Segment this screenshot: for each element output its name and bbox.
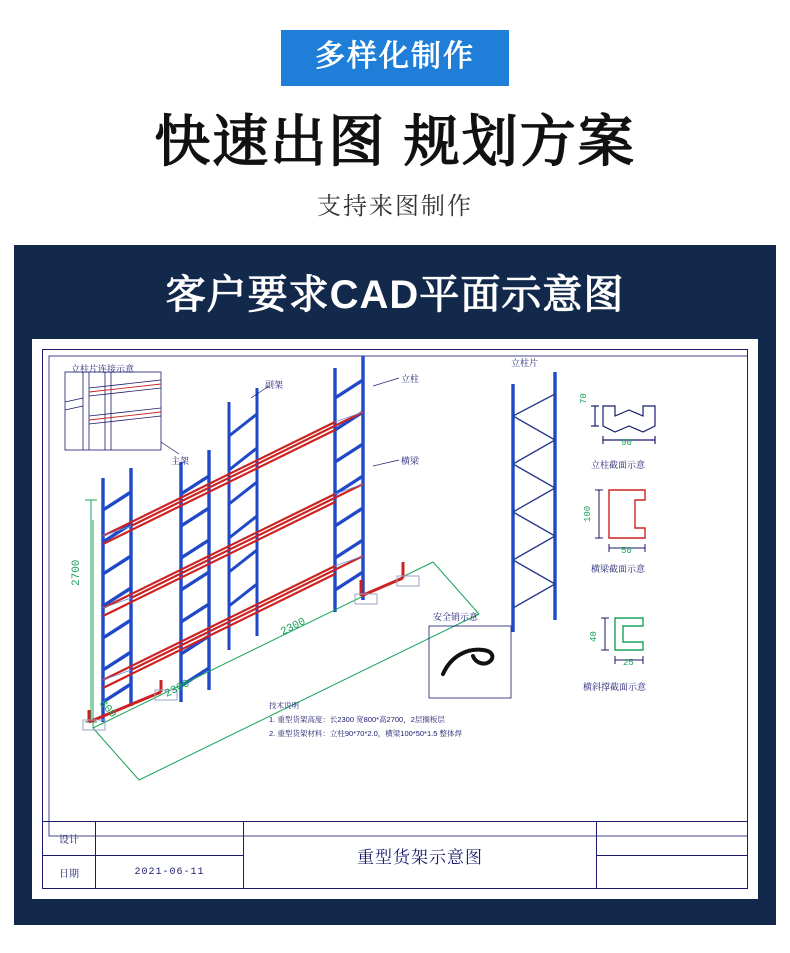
notes-line-1: 1. 重型货架高度：长2300 宽800*高2700，2层搁板层: [269, 715, 445, 725]
dim-beam-w: 50: [621, 546, 632, 557]
page-subtitle: 支持来图制作: [317, 193, 473, 221]
notes-line-2: 2. 重型货架材料：立柱90*70*2.0，横梁100*50*1.5 整体焊: [269, 729, 462, 739]
label-upright-panel: 立柱片: [511, 358, 539, 369]
dim-upright-w: 90: [621, 438, 632, 449]
dim-brace-w: 25: [623, 658, 634, 669]
title-block-right-cell-bottom: [597, 856, 747, 889]
label-upright-section: 立柱截面示意: [591, 460, 646, 471]
title-block-right: [597, 822, 747, 888]
page-title: 快速出图 规划方案: [154, 110, 636, 173]
title-block-date-row: [43, 856, 243, 889]
label-connection-detail: 立柱片连接示意: [71, 364, 135, 375]
label-brace-section: 横斜撑截面示意: [583, 682, 647, 693]
dim-depth-upper: 2300: [279, 616, 308, 640]
dim-depth-lower: 2300: [163, 678, 192, 702]
designer-key: 设计: [43, 822, 96, 855]
label-beam: 横梁: [401, 456, 420, 467]
dim-width: 800: [96, 698, 119, 722]
cad-title-block: [43, 821, 747, 888]
cad-drawing-frame: [32, 339, 758, 899]
title-block-left: [43, 822, 244, 888]
label-upright: 立柱: [401, 374, 420, 385]
title-block-right-cell-top: [597, 822, 747, 856]
cad-drawing-canvas: [43, 350, 747, 888]
label-beam-section: 横梁截面示意: [591, 564, 646, 575]
header-section: [0, 0, 790, 221]
dim-upright-h: 70: [579, 393, 589, 405]
drawing-title: 重型货架示意图: [244, 822, 597, 888]
date-key: 日期: [43, 856, 96, 889]
cad-drawing-border: [42, 349, 748, 889]
header-badge: 多样化制作: [281, 30, 509, 86]
label-safety-pin: 安全销示意: [433, 612, 479, 623]
date-value: 2021-06-11: [134, 866, 205, 878]
title-block-designer-row: [43, 822, 243, 856]
notes-title: 技术说明: [269, 701, 299, 711]
label-sub-frame: 副架: [265, 380, 284, 391]
dim-brace-h: 40: [589, 631, 599, 643]
cad-vector-graphic: [43, 350, 747, 842]
dim-height: 2700: [71, 560, 83, 587]
label-main-frame: 主架: [171, 456, 190, 467]
dim-beam-h: 100: [583, 506, 593, 523]
cad-panel: [14, 245, 776, 925]
cad-panel-title: 客户要求CAD平面示意图: [165, 273, 625, 318]
